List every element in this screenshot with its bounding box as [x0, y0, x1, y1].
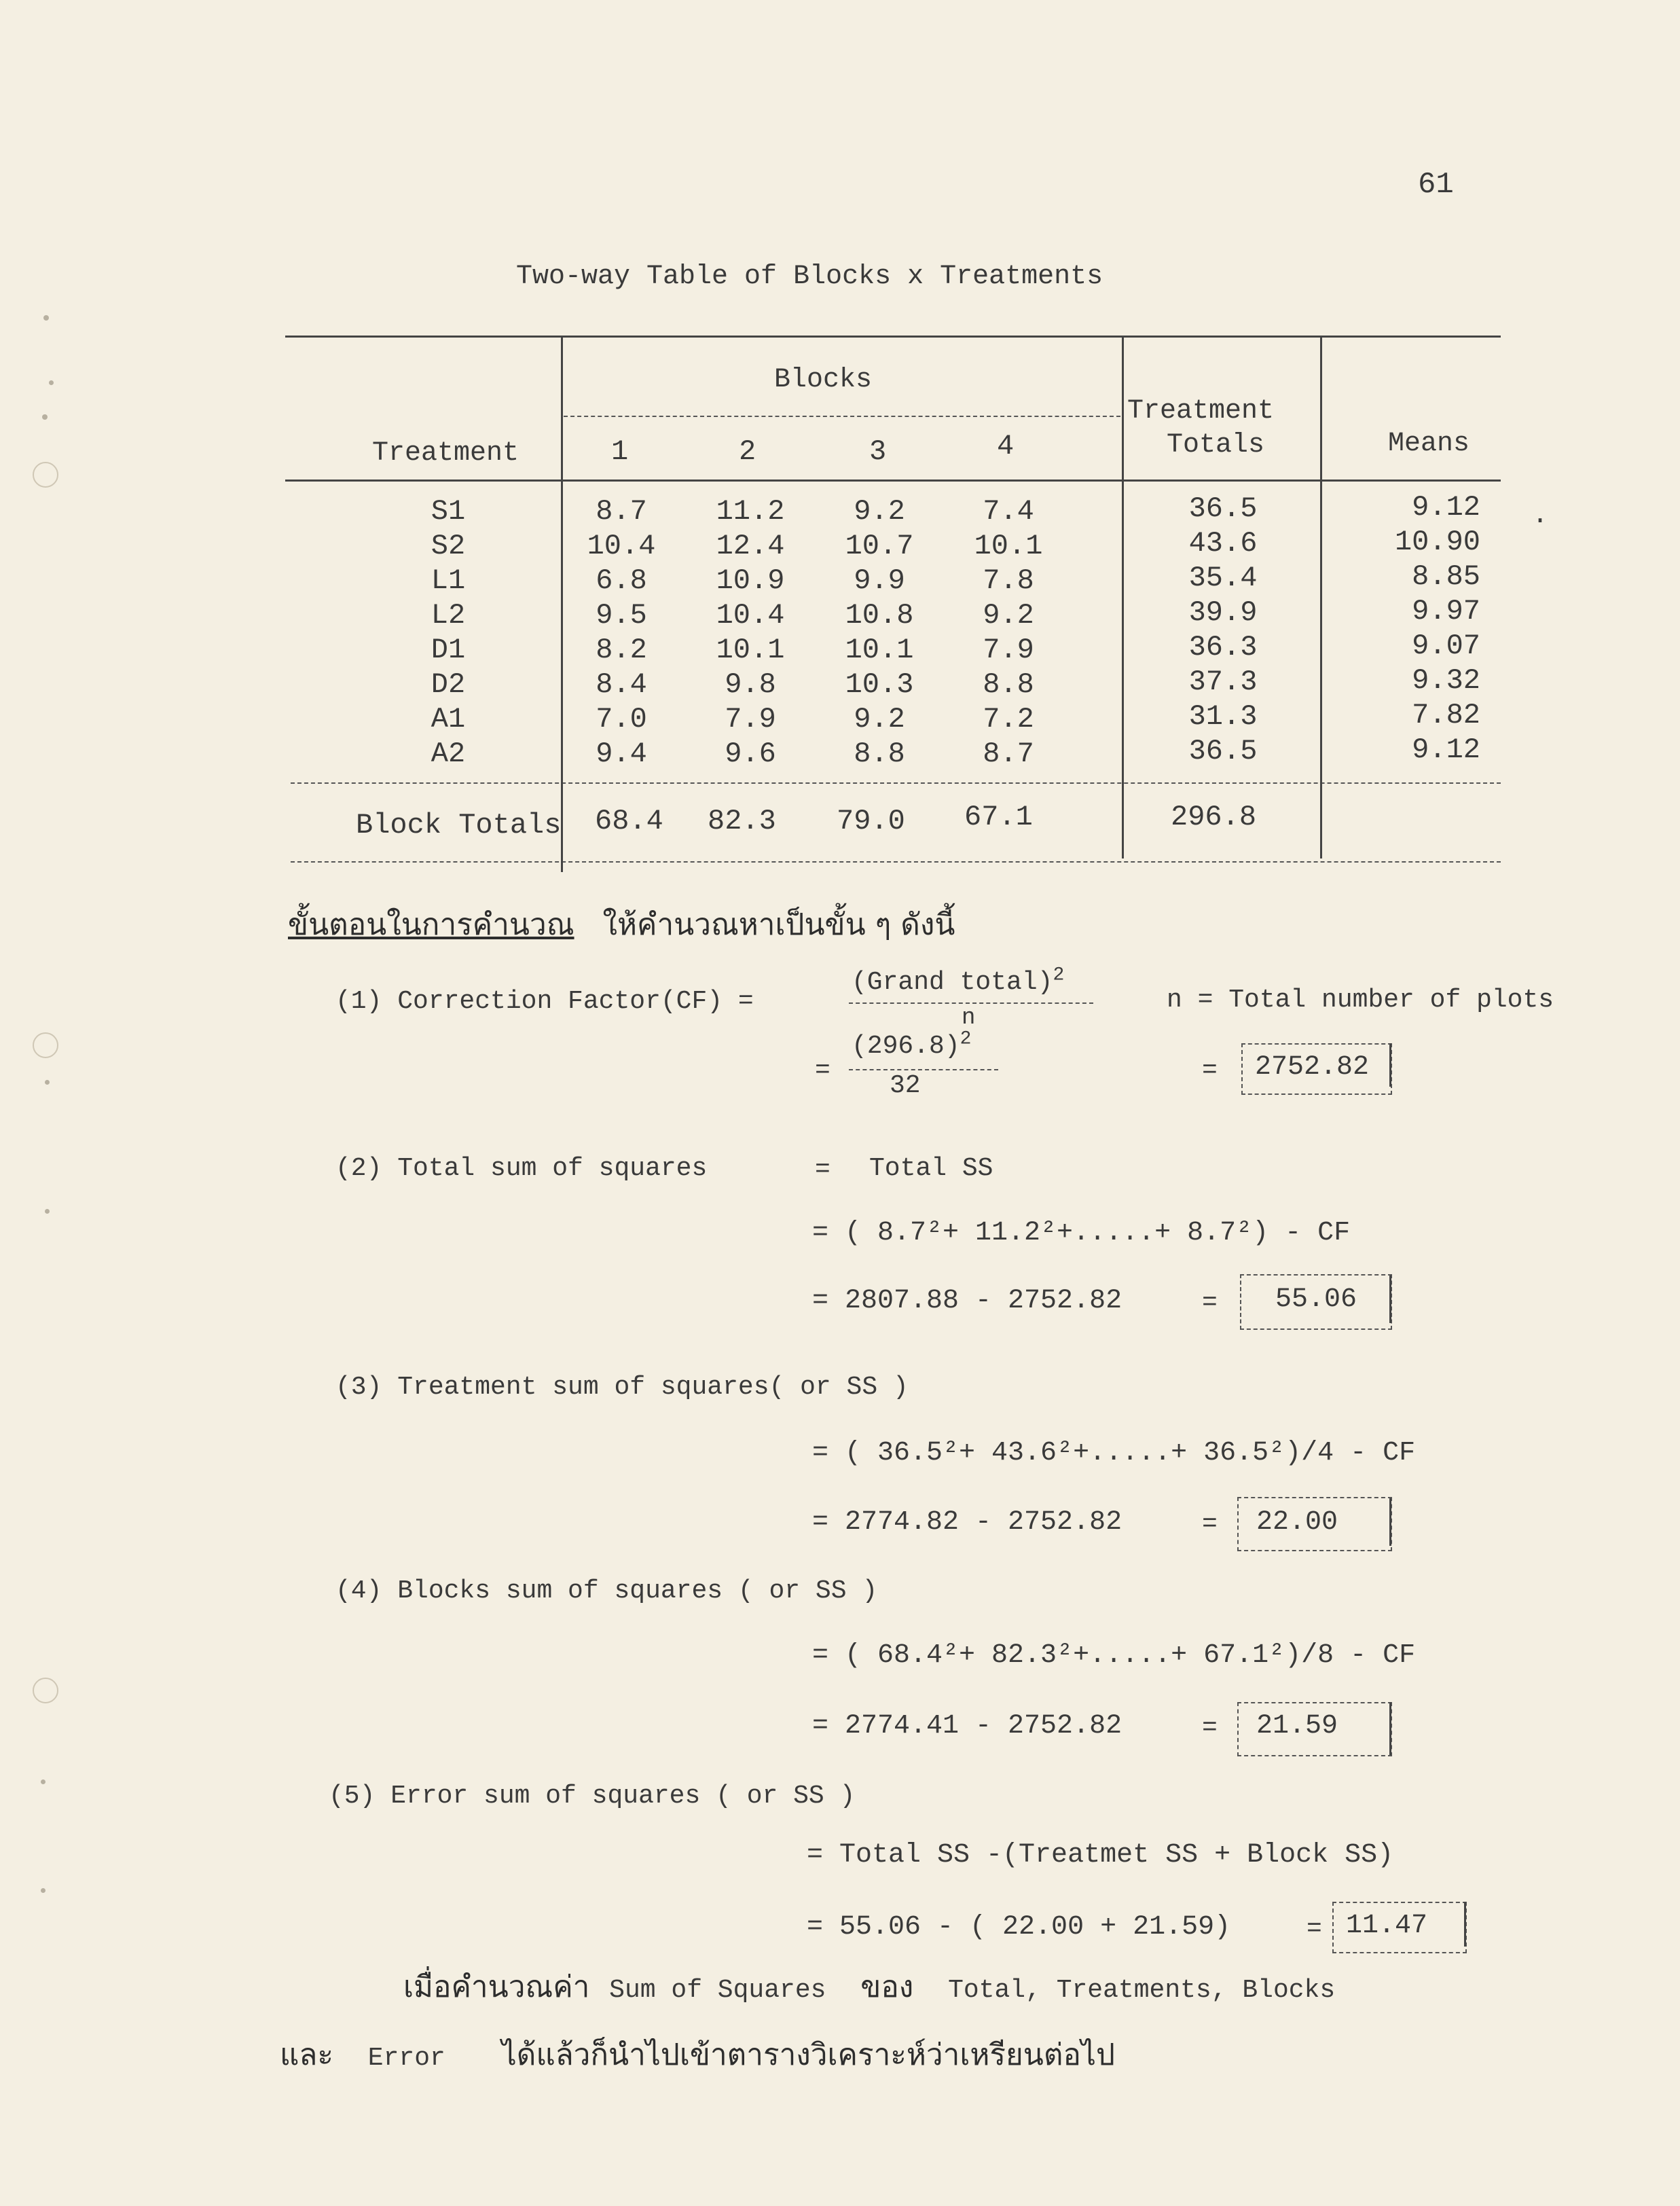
step3-formula: = ( 36.5²+ 43.6²+.....+ 36.5²)/4 - CF	[812, 1438, 1416, 1468]
paper-speck	[41, 1779, 45, 1784]
block-number-2: 2	[739, 435, 756, 468]
block-3-cell: 10.8	[845, 599, 914, 632]
block-3-cell: 10.3	[845, 668, 914, 701]
mean-cell: 9.12	[1412, 734, 1480, 766]
step2-calc: = 2807.88 - 2752.82	[812, 1286, 1122, 1316]
block-total-3: 79.0	[837, 805, 905, 837]
mean-cell: 10.90	[1394, 526, 1480, 558]
treatment-total-cell: 36.5	[1188, 735, 1258, 767]
step1-result: 2752.82	[1255, 1052, 1370, 1083]
treatment-cell: D1	[431, 634, 466, 666]
block-2-cell: 9.6	[725, 738, 776, 770]
block-total-4: 67.1	[964, 801, 1033, 833]
treatment-cell: A1	[431, 703, 466, 736]
block-2-cell: 10.4	[716, 599, 785, 632]
step4-calc: = 2774.41 - 2752.82	[812, 1711, 1122, 1741]
treatment-cell: L2	[431, 599, 466, 632]
closing-line-2	[280, 2040, 1115, 2072]
means-column	[1365, 490, 1480, 767]
step5-result-box-edge	[1464, 1902, 1466, 1947]
step3-calc: = 2774.82 - 2752.82	[812, 1507, 1122, 1538]
treatment-totals-header: Treatment	[1127, 396, 1275, 427]
block-3-cell: 9.9	[854, 564, 905, 597]
block-4-cell: 7.4	[983, 495, 1034, 528]
paper-speck	[45, 1209, 50, 1214]
block-4-cell: 9.2	[983, 599, 1034, 632]
step1-fraction-bar-2	[849, 1069, 998, 1070]
step3-result-eq: =	[1202, 1510, 1218, 1539]
block-4-cell: 7.2	[983, 703, 1034, 736]
step2-result: 55.06	[1275, 1284, 1357, 1315]
block-1-cell: 6.8	[596, 564, 647, 597]
step5-result: 11.47	[1346, 1911, 1428, 1941]
closing-text-2: Error	[367, 2044, 445, 2073]
treatment-cell: S1	[431, 495, 466, 528]
step1-n-definition: n = Total number of plots	[1167, 986, 1554, 1015]
punch-hole-ring	[33, 1032, 58, 1058]
treatment-header: Treatment	[372, 438, 519, 469]
closing-text-1b: Total, Treatments, Blocks	[948, 1976, 1336, 2005]
block-1-column	[570, 494, 672, 772]
step2-rhs1: Total SS	[869, 1154, 993, 1183]
punch-hole-ring	[33, 462, 58, 488]
block-3-cell: 9.2	[854, 703, 905, 736]
table-col-divider-2	[1122, 336, 1124, 858]
mean-cell: 9.12	[1412, 491, 1480, 524]
step3-result-box-edge	[1389, 1498, 1391, 1546]
closing-thai-2: ของ	[860, 1970, 914, 2004]
block-2-cell: 12.4	[716, 530, 785, 562]
step2-result-box-edge	[1389, 1276, 1391, 1323]
closing-thai-1: เมื่อคำนวณค่า	[403, 1970, 590, 2004]
table-title: Two-way Table of Blocks x Treatments	[516, 261, 1103, 292]
block-3-cell: 9.2	[854, 495, 905, 528]
table-top-rule	[285, 336, 1501, 338]
step2-eq1: =	[815, 1155, 830, 1185]
block-3-cell: 10.7	[845, 530, 914, 562]
mean-cell: 7.82	[1412, 699, 1480, 731]
block-number-3: 3	[869, 435, 887, 468]
block-4-cell: 7.9	[983, 634, 1034, 666]
block-2-column	[699, 494, 801, 772]
step1-result-eq: =	[1202, 1056, 1218, 1085]
block-4-cell: 8.8	[983, 668, 1034, 701]
paper-speck	[41, 1888, 45, 1893]
block-3-column	[828, 494, 930, 772]
step2-label: (2) Total sum of squares	[335, 1154, 708, 1183]
step1-numerator-exp: 2	[1053, 964, 1065, 986]
paper-speck	[45, 1080, 50, 1085]
grand-total: 296.8	[1171, 801, 1257, 833]
treatment-column	[407, 494, 489, 772]
step3-label: (3) Treatment sum of squares( or SS )	[335, 1373, 909, 1402]
step4-result-box-edge	[1389, 1702, 1391, 1755]
block-1-cell: 9.4	[596, 738, 647, 770]
block-1-cell: 8.2	[596, 634, 647, 666]
step1-numerator2-exp: 2	[960, 1028, 972, 1050]
treatment-cell: L1	[431, 564, 466, 597]
means-header: Means	[1388, 429, 1470, 459]
mean-cell: 9.32	[1412, 664, 1480, 697]
treatment-total-cell: 35.4	[1188, 562, 1258, 594]
punch-hole-ring	[33, 1678, 58, 1703]
step2-formula: = ( 8.7²+ 11.2²+.....+ 8.7²) - CF	[812, 1218, 1351, 1248]
block-2-cell: 10.9	[716, 564, 785, 597]
treatment-total-cell: 37.3	[1188, 666, 1258, 698]
step1-eq: =	[815, 1056, 830, 1085]
treatment-cell: A2	[431, 738, 466, 770]
block-total-2: 82.3	[708, 805, 776, 837]
step3-result: 22.00	[1256, 1507, 1338, 1538]
paper-speck	[49, 380, 54, 385]
block-2-cell: 9.8	[725, 668, 776, 701]
closing-line-1	[403, 1972, 1335, 2004]
block-totals-label: Block Totals	[356, 809, 562, 842]
mean-cell: 9.97	[1412, 595, 1480, 628]
block-1-cell: 8.4	[596, 668, 647, 701]
block-1-cell: 7.0	[596, 703, 647, 736]
treatment-cell: S2	[431, 530, 466, 562]
block-3-cell: 8.8	[854, 738, 905, 770]
step1-denominator: n	[962, 1005, 976, 1031]
block-number-4: 4	[997, 430, 1015, 463]
paper-speck	[42, 414, 48, 420]
step1-numerator2-text: (296.8)	[852, 1032, 960, 1061]
step4-result: 21.59	[1256, 1711, 1338, 1741]
closing-thai-3: และ	[280, 2038, 333, 2072]
block-4-cell: 8.7	[983, 738, 1034, 770]
block-4-cell: 10.1	[974, 530, 1043, 562]
block-2-cell: 11.2	[716, 495, 785, 528]
block-1-cell: 8.7	[596, 495, 647, 528]
step5-label: (5) Error sum of squares ( or SS )	[329, 1782, 856, 1811]
steps-heading-a: ขั้นตอนในการคำนวณ	[288, 907, 574, 942]
treatment-totals-column	[1165, 492, 1281, 769]
treatment-total-cell: 36.3	[1188, 631, 1258, 664]
mean-cell: 8.85	[1412, 560, 1480, 593]
mean-cell: 9.07	[1412, 630, 1480, 662]
treatment-totals-header-2: Totals	[1167, 430, 1265, 460]
table-col-divider-3	[1320, 336, 1322, 858]
step5-calc: = 55.06 - ( 22.00 + 21.59)	[807, 1912, 1231, 1942]
step1-denominator2: 32	[890, 1071, 921, 1100]
page-number: 61	[1418, 168, 1454, 202]
blocks-header: Blocks	[774, 365, 873, 395]
block-2-cell: 7.9	[725, 703, 776, 736]
step1-result-box-edge	[1389, 1043, 1391, 1087]
table-bottom-rule	[291, 861, 1501, 863]
block-4-cell: 7.8	[983, 564, 1034, 597]
step4-result-eq: =	[1202, 1714, 1218, 1743]
block-total-1: 68.4	[595, 805, 663, 837]
block-2-cell: 10.1	[716, 634, 785, 666]
treatment-cell: D2	[431, 668, 466, 701]
step1-fraction-bar	[849, 1002, 1093, 1004]
step1-label: (1) Correction Factor(CF) =	[335, 987, 754, 1016]
step1-numerator2	[852, 1028, 972, 1061]
treatment-total-cell: 39.9	[1188, 596, 1258, 629]
paper-speck	[43, 315, 49, 321]
step1-numerator-text: (Grand total)	[852, 968, 1053, 997]
table-body-rule	[291, 782, 1501, 784]
block-1-cell: 9.5	[596, 599, 647, 632]
blocks-subheader-rule	[564, 416, 1120, 417]
step4-formula: = ( 68.4²+ 82.3²+.....+ 67.1²)/8 - CF	[812, 1640, 1416, 1671]
block-3-cell: 10.1	[845, 634, 914, 666]
steps-heading	[288, 907, 955, 942]
block-1-cell: 10.4	[587, 530, 656, 562]
table-header-rule	[285, 480, 1501, 482]
step5-formula: = Total SS -(Treatmet SS + Block SS)	[807, 1840, 1394, 1870]
step4-label: (4) Blocks sum of squares ( or SS )	[335, 1576, 878, 1606]
steps-heading-b: ให้คำนวณหาเป็นขั้น ๆ ดังนี้	[602, 907, 955, 942]
treatment-total-cell: 31.3	[1188, 700, 1258, 733]
means-trailing-dot: .	[1532, 501, 1549, 531]
block-4-column	[957, 494, 1059, 772]
step2-result-eq: =	[1202, 1288, 1218, 1318]
treatment-total-cell: 43.6	[1188, 527, 1258, 560]
step1-numerator	[852, 964, 1065, 997]
closing-thai-4: ได้แล้วก็นำไปเข้าตารางวิเคราะห์ว่าเหรียนต่อไป	[501, 2038, 1115, 2072]
step5-result-eq: =	[1307, 1915, 1322, 1944]
closing-text-1: Sum of Squares	[609, 1976, 826, 2005]
block-number-1: 1	[611, 435, 629, 468]
treatment-total-cell: 36.5	[1188, 492, 1258, 525]
table-col-divider-1	[561, 336, 563, 872]
